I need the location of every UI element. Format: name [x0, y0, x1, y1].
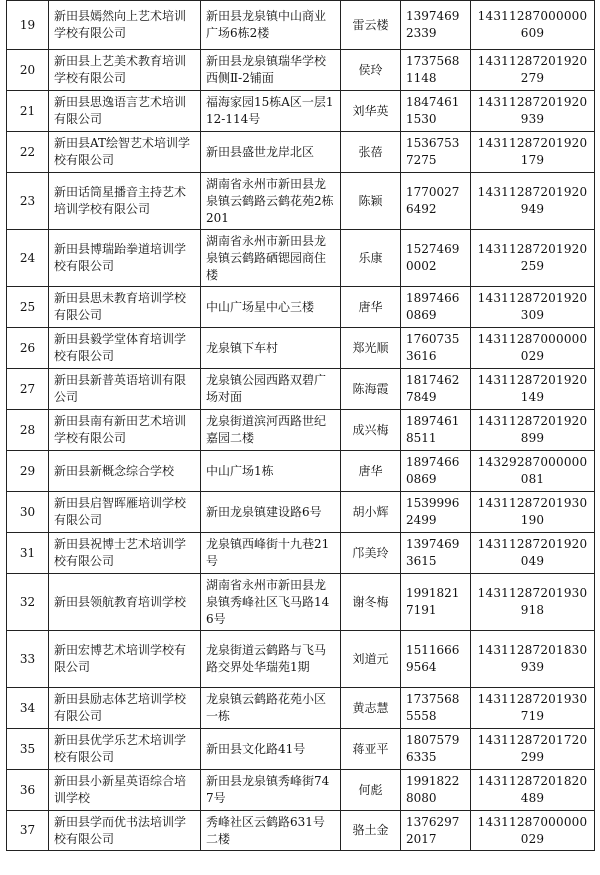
- license-code-cell: 14311287201920049: [471, 533, 595, 574]
- license-code-cell: 14311287201920309: [471, 287, 595, 328]
- school-name-cell: 新田县嫣然向上艺术培训学校有限公司: [49, 1, 201, 50]
- license-code-cell: 14311287201920149: [471, 369, 595, 410]
- row-number-cell: 31: [7, 533, 49, 574]
- address-cell: 龙泉镇西峰街十九巷21号: [201, 533, 341, 574]
- license-code-cell: 14311287201930190: [471, 492, 595, 533]
- school-name-cell: 新田县新普英语培训有限公司: [49, 369, 201, 410]
- license-code-cell: 14311287201920899: [471, 410, 595, 451]
- phone-cell: 18974660869: [401, 287, 471, 328]
- contact-person-cell: 郑光顺: [341, 328, 401, 369]
- address-cell: 龙泉街道滨河西路世纪嘉园二楼: [201, 410, 341, 451]
- address-cell: 龙泉街道云鹤路与飞马路交界处华瑞苑1期: [201, 631, 341, 688]
- license-code-cell: 14311287201930719: [471, 688, 595, 729]
- table-row: [7, 631, 595, 688]
- table-row: [7, 230, 595, 287]
- table-row: [7, 492, 595, 533]
- contact-person-cell: 黄志慧: [341, 688, 401, 729]
- address-cell: 湖南省永州市新田县龙泉镇云鹤路硒锶园商住楼: [201, 230, 341, 287]
- row-number-cell: 26: [7, 328, 49, 369]
- school-name-cell: 新田县博瑞跆拳道培训学校有限公司: [49, 230, 201, 287]
- school-name-cell: 新田话筒星播音主持艺术培训学校有限公司: [49, 173, 201, 230]
- school-name-cell: 新田县励志体艺培训学校有限公司: [49, 688, 201, 729]
- school-name-cell: 新田县毅学堂体育培训学校有限公司: [49, 328, 201, 369]
- license-code-cell: 14311287201920259: [471, 230, 595, 287]
- license-code-cell: 14311287201920939: [471, 91, 595, 132]
- address-cell: 龙泉镇公园西路双碧广场对面: [201, 369, 341, 410]
- address-cell: 龙泉镇下车村: [201, 328, 341, 369]
- table-row: [7, 173, 595, 230]
- table-row: [7, 369, 595, 410]
- table-row: [7, 1, 595, 50]
- school-name-cell: 新田宏博艺术培训学校有限公司: [49, 631, 201, 688]
- address-cell: 中山广场1栋: [201, 451, 341, 492]
- row-number-cell: 29: [7, 451, 49, 492]
- phone-cell: 17607353616: [401, 328, 471, 369]
- school-name-cell: 新田县思逸语言艺术培训有限公司: [49, 91, 201, 132]
- table-row: [7, 533, 595, 574]
- row-number-cell: 24: [7, 230, 49, 287]
- school-name-cell: 新田县祝博士艺术培训学校有限公司: [49, 533, 201, 574]
- contact-person-cell: 张蓓: [341, 132, 401, 173]
- phone-cell: 18174627849: [401, 369, 471, 410]
- phone-cell: 19918217191: [401, 574, 471, 631]
- license-code-cell: 14311287201920179: [471, 132, 595, 173]
- address-cell: 新田县龙泉镇瑞华学校西侧Ⅱ-2铺面: [201, 50, 341, 91]
- license-code-cell: 14311287000000029: [471, 811, 595, 851]
- address-cell: 福海家园15栋A区一层112-114号: [201, 91, 341, 132]
- row-number-cell: 36: [7, 770, 49, 811]
- license-code-cell: 14311287000000609: [471, 1, 595, 50]
- row-number-cell: 21: [7, 91, 49, 132]
- school-registry-table: [6, 0, 595, 851]
- contact-person-cell: 雷云楼: [341, 1, 401, 50]
- row-number-cell: 19: [7, 1, 49, 50]
- address-cell: 秀峰社区云鹤路631号二楼: [201, 811, 341, 851]
- contact-person-cell: 陈颖: [341, 173, 401, 230]
- row-number-cell: 28: [7, 410, 49, 451]
- phone-cell: 18075796335: [401, 729, 471, 770]
- address-cell: 新田县文化路41号: [201, 729, 341, 770]
- phone-cell: 19918228080: [401, 770, 471, 811]
- address-cell: 中山广场星中心三楼: [201, 287, 341, 328]
- table-row: [7, 770, 595, 811]
- license-code-cell: 14311287201930918: [471, 574, 595, 631]
- row-number-cell: 25: [7, 287, 49, 328]
- license-code-cell: 14311287201720299: [471, 729, 595, 770]
- contact-person-cell: 唐华: [341, 287, 401, 328]
- phone-cell: 15367537275: [401, 132, 471, 173]
- contact-person-cell: 侯玲: [341, 50, 401, 91]
- table-row: [7, 451, 595, 492]
- address-cell: 湖南省永州市新田县龙泉镇云鹤路云鹤花苑2栋201: [201, 173, 341, 230]
- contact-person-cell: 邝美玲: [341, 533, 401, 574]
- phone-cell: 17375681148: [401, 50, 471, 91]
- contact-person-cell: 刘华英: [341, 91, 401, 132]
- license-code-cell: 14311287201920279: [471, 50, 595, 91]
- row-number-cell: 32: [7, 574, 49, 631]
- row-number-cell: 20: [7, 50, 49, 91]
- contact-person-cell: 乐康: [341, 230, 401, 287]
- school-name-cell: 新田县领航教育培训学校: [49, 574, 201, 631]
- address-cell: 新田龙泉镇建设路6号: [201, 492, 341, 533]
- phone-cell: 13974693615: [401, 533, 471, 574]
- contact-person-cell: 陈海霞: [341, 369, 401, 410]
- row-number-cell: 30: [7, 492, 49, 533]
- address-cell: 湖南省永州市新田县龙泉镇秀峰社区飞马路146号: [201, 574, 341, 631]
- phone-cell: 18974618511: [401, 410, 471, 451]
- phone-cell: 15399962499: [401, 492, 471, 533]
- address-cell: 新田县龙泉镇秀峰街747号: [201, 770, 341, 811]
- row-number-cell: 34: [7, 688, 49, 729]
- row-number-cell: 23: [7, 173, 49, 230]
- address-cell: 新田县盛世龙岸北区: [201, 132, 341, 173]
- table-row: [7, 410, 595, 451]
- school-name-cell: 新田县南有新田艺术培训学校有限公司: [49, 410, 201, 451]
- license-code-cell: 14311287000000029: [471, 328, 595, 369]
- contact-person-cell: 胡小辉: [341, 492, 401, 533]
- license-code-cell: 14311287201830939: [471, 631, 595, 688]
- table-row: [7, 811, 595, 851]
- contact-person-cell: 成兴梅: [341, 410, 401, 451]
- table-row: [7, 287, 595, 328]
- phone-cell: 17700276492: [401, 173, 471, 230]
- license-code-cell: 14311287201820489: [471, 770, 595, 811]
- table-row: [7, 132, 595, 173]
- school-name-cell: 新田县思未教育培训学校有限公司: [49, 287, 201, 328]
- contact-person-cell: 刘道元: [341, 631, 401, 688]
- table-row: [7, 688, 595, 729]
- row-number-cell: 37: [7, 811, 49, 851]
- table-row: [7, 91, 595, 132]
- school-name-cell: 新田县上艺美术教育培训学校有限公司: [49, 50, 201, 91]
- contact-person-cell: 谢冬梅: [341, 574, 401, 631]
- table-row: [7, 328, 595, 369]
- row-number-cell: 22: [7, 132, 49, 173]
- license-code-cell: 14311287201920949: [471, 173, 595, 230]
- school-name-cell: 新田县AT绘智艺术培训学校有限公司: [49, 132, 201, 173]
- school-name-cell: 新田县小新星英语综合培训学校: [49, 770, 201, 811]
- phone-cell: 13762972017: [401, 811, 471, 851]
- phone-cell: 15274690002: [401, 230, 471, 287]
- table-row: [7, 50, 595, 91]
- phone-cell: 15116669564: [401, 631, 471, 688]
- table-row: [7, 729, 595, 770]
- phone-cell: 18974660869: [401, 451, 471, 492]
- contact-person-cell: 骆土金: [341, 811, 401, 851]
- phone-cell: 17375685558: [401, 688, 471, 729]
- school-name-cell: 新田县启智晖雁培训学校有限公司: [49, 492, 201, 533]
- table-row: [7, 574, 595, 631]
- contact-person-cell: 唐华: [341, 451, 401, 492]
- phone-cell: 18474611530: [401, 91, 471, 132]
- contact-person-cell: 蒋亚平: [341, 729, 401, 770]
- row-number-cell: 35: [7, 729, 49, 770]
- school-name-cell: 新田县优学乐艺术培训学校有限公司: [49, 729, 201, 770]
- license-code-cell: 14329287000000081: [471, 451, 595, 492]
- phone-cell: 13974692339: [401, 1, 471, 50]
- row-number-cell: 33: [7, 631, 49, 688]
- contact-person-cell: 何彪: [341, 770, 401, 811]
- address-cell: 龙泉镇云鹤路花苑小区一栋: [201, 688, 341, 729]
- address-cell: 新田县龙泉镇中山商业广场6栋2楼: [201, 1, 341, 50]
- row-number-cell: 27: [7, 369, 49, 410]
- table-body: [7, 1, 595, 851]
- school-name-cell: 新田县新概念综合学校: [49, 451, 201, 492]
- school-name-cell: 新田县学而优书法培训学校有限公司: [49, 811, 201, 851]
